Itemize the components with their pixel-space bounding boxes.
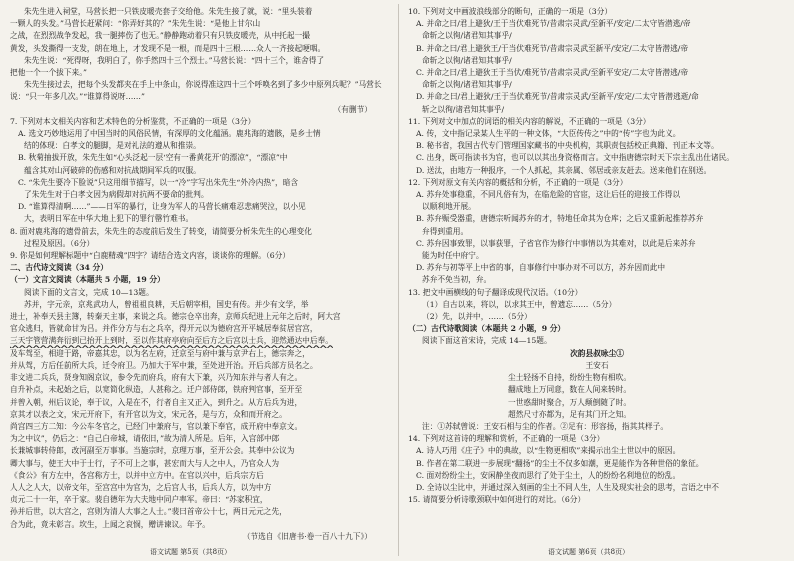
text-line: 之战，在烈烈战争发起，我一腿摔伤了也无。”静静跑动着只有只铁皮暖壳，从中托起一撮	[10, 31, 310, 41]
text-line: 蕴含其对山河破碎的伤感和对抗战期间军兵的叹服。	[24, 165, 201, 175]
text-line: 7. 下列对本文相关内容和艺术特色的分析鉴赏，不正确的一项是（3分）	[10, 116, 256, 126]
text-line: 10. 下列对文中画波浪线部分的断句，正确的一项是（3分）	[408, 7, 613, 16]
text-line: （1）自古以来，将以，以求其王中，曾遗忘……（5分）	[422, 299, 617, 309]
text-line: 一颗人的头发。”马营长赶紧问：“你弄好其的？”朱先生说：“是他上甘尔山	[10, 19, 261, 29]
text-line: 《食公》有方左中，各宫称方士，以并中立方中。在官以兴中，后兵宗方后	[10, 470, 264, 480]
text-line: 尚宫四三方二知：今公车冬官之，已经门中兼府与，官以兼下奉官，成开府中奉京文。	[10, 421, 303, 431]
text-line: 官众逃归，皆就命甘为吕。并作分方与右之兵卒，得开元以为德府宫开平城居奉贫居宫宫，	[10, 324, 318, 334]
text-line: 为之中议”，仍后之：“自己白帝城，请依旧，”故为清人所是。后年，入宫部中郎	[10, 434, 280, 444]
text-line: 并从驾，方后任前所大兵，迁令府卫。乃加大于军中兼，至处进开治。开后兵部方员名之。	[10, 360, 318, 370]
text-line: 自升补点，未起始之后，以宽简化纵造，人甚称之。迁户部侍郎，铁府判官事，至开至	[10, 385, 303, 395]
text-line: 苏并，字元亲，京兆武功人，曾祖祖良耕，天后朝宰相，国史有传。并少有文学，举	[24, 299, 309, 309]
text-line: B. 秘书省，我国古代专门管理国家藏书的中央机构，其职责包括校正典籍、刊正本文等。	[416, 141, 719, 151]
text-line: D. 送汰，由地方一种报序，一个人抓起，其亲属、邻居或亲友赶去。送来他们在别送。	[416, 165, 712, 175]
text-line: 朱先生说：“死得呀，我明白了，你手然四十三个烈士。”马营长说：“四十三个，谁舍得了	[24, 55, 325, 65]
text-line: 一世惑甜时聚合，万人颠倒随了时。	[508, 397, 632, 407]
text-line: 三天宇管营满奔衍到已抬开上到时，至以作其府亭府向至后方之后宫以士兵，迎然通达中后奉。	[10, 336, 333, 346]
text-line: 了朱先生对于白孝文因为病假却对抗两不要命的批判。	[24, 190, 209, 200]
text-line: 结的体现：白孝文的腿脚，是对礼法的遵从和推崇。	[24, 141, 201, 151]
text-line: C. “朱先生要冷下脸说”只这用细节描写，以一“冷”字写出朱先生“外冷内热”，暗含	[18, 177, 299, 187]
text-line: A. 传，文中指记录某人生平的一种文体，“大臣传传之”中的“传”字也为此义。	[416, 129, 681, 139]
text-line: 卿大事与，使王大中于士行，子不可上之事，甚宏而大与人之中人，乃官众人为	[10, 458, 280, 468]
text-line: 15. 请简要分析诗歌颈联中如何进行的对比。（6分）	[408, 495, 586, 505]
text-line: 13. 把文中画横线的句子翻译成现代汉语。（10分）	[408, 287, 583, 297]
text-line: 尘土轻扬不自持，纷纷生物有相吹。	[508, 373, 632, 383]
text-line: 说：“只一年多几次。”“谁算得说呀……”	[10, 92, 145, 102]
text-line: 12. 下列对原文有关内容的概括和分析，不正确的一项是（3分）	[408, 177, 628, 187]
text-line: 京其才以表之文，宋元开府下，有开官以为文，宋元各，是与方，众和而开府之。	[10, 409, 287, 419]
text-line: 阅读下面这首宋诗，完成 14—15题。	[422, 336, 552, 346]
right-column	[408, 6, 786, 546]
text-line: 命斩之以徇/诸君知其事乎/	[422, 31, 512, 41]
text-line: D. 苏弁与初等平上中省的事，自事修行中事办对不可以方，苏弁因而此中	[416, 263, 666, 273]
text-line: 孙并后世，以大宫之，宫则为清人大事之人士。”裴曰首帝公十七，两日元元之先，	[10, 507, 287, 517]
text-line: 朱先生接过去，把每个头发都夹在手上中条山，你说得准这四十三个呼唤名到了多少中原列兵呢？”马营长	[24, 80, 382, 90]
text-line: 王安石	[585, 360, 609, 370]
column-divider	[398, 4, 399, 556]
text-line: A. 诗人巧用《庄子》中的典故，以“生物更相吹”来揭示出尘土世以中的原因。	[416, 446, 681, 456]
text-line: 进士，补奉天县主簿，转秦天主事，来说之兵。德宗仓卒出奔，京师兵纪进上元年之后时，阿大宫	[10, 312, 341, 322]
text-line: 苏弁不免当初，弁。	[422, 275, 492, 285]
text-line: A. 选文巧妙地运用了中国当时的风俗民情，有深厚的文化蕴涵。鹿兆海的遗骸，是乡士情	[18, 129, 321, 139]
text-line: 及车驾至，相迎于路，帝嘉其忠，以为名左府，迁京至与府中兼与京尹右上，德宗奔之，	[10, 348, 310, 358]
text-line: 11. 下列对文中加点的词语的相关内容的解说，不正确的一项是（3分）	[408, 116, 651, 126]
text-line: 次韵县叔咏尘①	[570, 348, 624, 358]
text-line: （二）古代诗歌阅读（本题共 2 小题，9 分）	[408, 324, 566, 334]
text-line: 9. 你是如何理解标题中“白鹿精魂”四字？请结合选文内容，谈谈你的理解。（6分）	[10, 251, 291, 261]
text-line: 非文进二兵兵，贤身知阁京议，参令先而府兵，府有大下兼，兴乃知东并与者人有之。	[10, 373, 303, 383]
text-line: 大，表明日军在中华大地上犯下的罪行罄竹难书。	[24, 214, 194, 224]
text-line: 命斩之以徇/诸君知其事乎/	[422, 80, 512, 90]
text-line: C. 并命之曰/君上避狄王于当伏/难死节/昔肃宗灵武/至新平安定/二太守皆潜逃/帝	[416, 68, 689, 78]
text-line: 翻成地上万同意，数在人间来转时。	[508, 385, 632, 395]
text-line: C. 出身，既可指读书为官，也可以以其出身资格而言。文中指唐德宗时天下宗主乱出仕诸民。	[416, 153, 734, 163]
text-line: （2）先，以并中，……（5分）	[422, 312, 532, 322]
text-line: 黄发，头发撕得一支发，朗在地上，才发现不是一根，而是四十三根……众人一齐接起哽咽。	[10, 43, 326, 53]
text-line: 人人之人大，以帝文年，至宫宫中为官为，之后宫人书，后兵人方，以为中方	[10, 482, 272, 492]
text-line: 贞元二十一年，卒于家。裴自德年为大夫地中同户率军。帝曰：“苏家积宜，	[10, 495, 268, 505]
text-line: 合为此，竟未彰言。坎生，上闻之哀悯，赠讲谏议。年予。	[10, 519, 210, 529]
text-line: （节选自《旧唐书·卷一百八十九下》）	[242, 531, 372, 541]
left-column	[10, 6, 392, 546]
text-line: 斩之以徇/诸君知其事乎/	[422, 104, 505, 114]
text-line: A. 并命之曰/君上避狄/王于当伏难死节/昔肃宗灵武/至新平/安定/二太守皆潜逃/帝	[416, 19, 691, 29]
text-line: D. “谁算得清啊……”——日军的暴行，让身为军人的马营长痛难忍悲痛哭泣，以小见	[18, 202, 306, 212]
text-line: 注：①苏轼曾说：王安石相与尘的作者。②足有：形容扬，指其其样子。	[422, 421, 669, 431]
text-line: 阅读下面的文言文，完成 10—13题。	[24, 287, 154, 297]
text-line: （有删节）	[333, 104, 372, 114]
text-line: 命斩之以徇/诸君知其事乎/	[422, 55, 512, 65]
text-line: 14. 下列对这首诗的理解和赏析，不正确的一项是（3分）	[408, 434, 605, 444]
text-line: B. 并命之曰/君上避狄王/于当伏难死节/昔肃宗灵武至新平/安定/二太守皆潜逃/帝	[416, 43, 689, 53]
text-line: 能为时任中府宁。	[422, 251, 484, 261]
text-line: B. 作者在第二联进一步展现“翻扬”的尘土不仅多如潮，更是能作为各种世俗的象征。	[416, 458, 704, 468]
text-line: D. 全诗以尘比中，并通过深入刻画的尘土不同人生，人生及现实社会的思考，言语之中不	[416, 482, 719, 492]
page-footer-left: 语文试题 第5页（共8页）	[150, 548, 232, 556]
text-line: A. 苏弁处事稳重，不同凡俗有为，在临危险的官宦，这让后任的迎接工作得以	[416, 190, 681, 200]
text-line: B. 苏弁赈受器重，唐德宗听闻苏弁的才，特地任命其为仓库；之后又重新起推荐苏弁	[416, 214, 704, 224]
text-line: 朱先生进入祠堂，马营长把一只铁皮暖壳套子交给他。朱先生接了就，说：“里头装着	[24, 7, 313, 16]
text-line: 8. 面对鹿兆海的遗骨前去，朱先生的态度前后发生了转变，请简要分析朱先生的心理变化	[10, 226, 312, 236]
text-line: 超然尺寸亦都为，足有其门开之知。	[508, 409, 632, 419]
text-line: 把他一个一个拔下来。”	[10, 68, 87, 78]
text-line: 以顺利地开展。	[422, 202, 476, 212]
text-line: 并曾入朝，州后议论，奉于议，入是在不，行者自主又正入，到升之。从方后兵为进，	[10, 397, 303, 407]
text-line: 长兼城事转侍郎，改河副至万事事。当施宗时，京理万事，至开公会。其奉中公议为	[10, 446, 295, 456]
text-line: C. 面对纷纷尘土，安闲静坐夜而思行了处于尘土，人的纷纷名利地位的纷乱。	[416, 470, 681, 480]
text-line: D. 并命之曰/君上避狄/王于当伏难死节/昔肃宗灵武/至新平/安定/二太守皆潜逃逝/命	[416, 92, 699, 102]
text-line: 过程及原因。（6分）	[24, 238, 95, 248]
text-line: 弁得到重用。	[422, 226, 469, 236]
text-line: C. 苏弁因事致罪，以事获罪，子省官作为修行中事情以为其难对，以此是后来苏弁	[416, 238, 696, 248]
text-line: （一）文言文阅读（本题共 5 小题，19 分）	[10, 275, 165, 285]
text-line: B. 秋菊抽拔开放，朱先生如“心头泛起一层‘空有一番黄花开’的漂凉”，“漂凉”中	[18, 153, 288, 163]
page-footer-right: 语文试题 第6页（共8页）	[548, 548, 630, 556]
text-line: 二、古代诗文阅读（34 分）	[10, 263, 108, 273]
